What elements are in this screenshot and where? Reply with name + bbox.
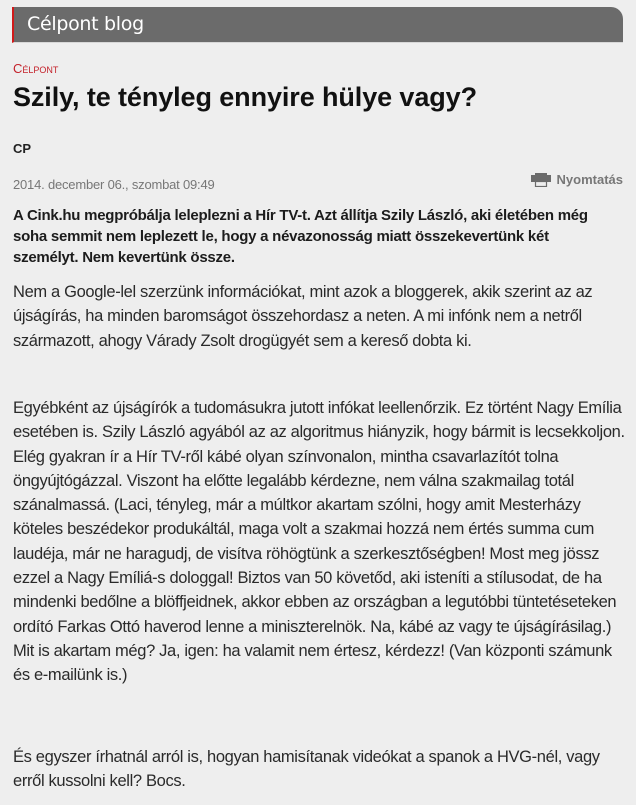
article-category[interactable]: Célpont [13, 61, 59, 76]
article-author: CP [13, 141, 32, 156]
article-paragraph: Nem a Google-lel szerzünk információkat, mint azok a bloggerek, akik szerint az az újságírás, ha minden baromságot összehordasz a neten. A mi infónk nem a netről származott, ahogy Várady Zsolt drogügyét sem a kereső dobta ki. [13, 283, 593, 350]
article-paragraph: Egyébként az újságírók a tudomásukra jutott infókat leellenőrzik. Ez történt Nagy Emília esetében is. Szily László agyából az az algoritmus hiányzik, hogy bármit is lecsekkoljon. Elég gyakran ír a Hír TV-ről kábé olyan színvonalon, mintha csavarlazítót tolna öngyújtógázzal. Viszont ha előtte legalább kérdezne, nem válna szakmailag totál szánalmassá. (Laci, tényleg, már a múltkor akartam szólni, hogy amit Mesterházy köteles beszédekor produkáltál, maga volt a szakmai hozzá nem értés summa cum laudéja, már ne haragudj, de visítva röhögtünk a szerkesztőségben! Most meg jössz ezzel a Nagy Emíliá-s dologgal! Biztos van 50 követőd, aki isteníti a stílusodat, de ha mindenki bedőlne a blöffjeidnek, akkor ebben az országban a legutóbbi tüntetéseteken ordító Farkas Ottó haverod lenne a miniszterelnök. Na, kábé az vagy te újságírásilag.) Mit is akartam még? Ja, igen: ha valamit nem értesz, kérdezz! (Van központi számunk és e-mailünk is.) [13, 399, 625, 685]
blog-header-bar [12, 7, 623, 43]
article-lead: A Cink.hu megpróbálja leleplezni a Hír TV-t. Azt állítja Szily László, aki életében még soha semmit nem leplezett le, hogy a névazonosság miatt összekevertünk két személyt. Nem kevertünk össze. [13, 207, 588, 266]
article-title: Szily, te tényleg ennyire hülye vagy? [13, 82, 477, 112]
print-label: Nyomtatás [556, 172, 623, 187]
print-button[interactable] [531, 172, 623, 187]
article-paragraph: És egyszer írhatnál arról is, hogyan hamisítanak videókat a spanok a HVG-nél, vagy erről kussolni kell? Bocs. [13, 748, 600, 791]
blog-title: Célpont blog [27, 13, 144, 35]
article-date: 2014. december 06., szombat 09:49 [13, 177, 215, 192]
printer-icon [531, 173, 551, 187]
